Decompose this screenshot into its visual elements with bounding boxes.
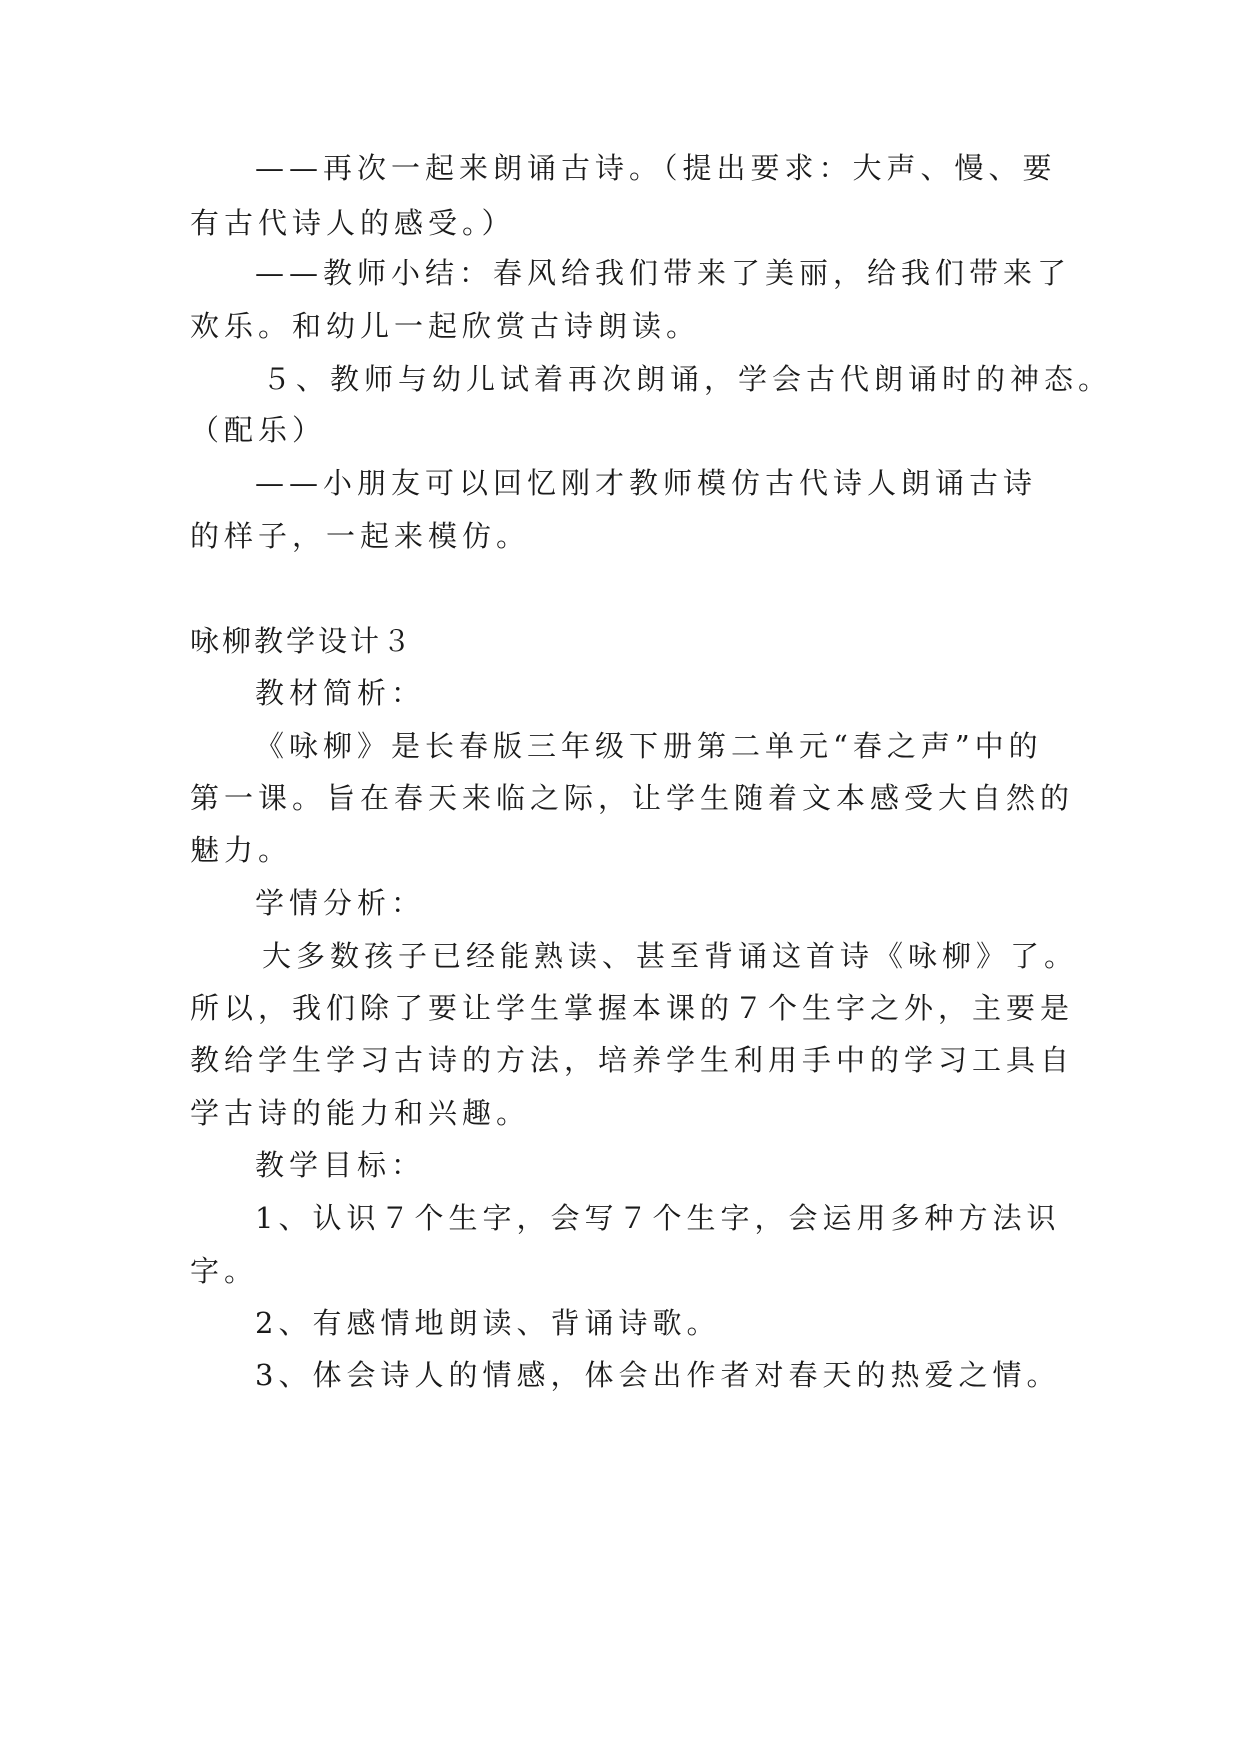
paragraph-line: 大多数孩子已经能熟读、甚至背诵这首诗《咏柳》了。 [262, 939, 1079, 973]
subheading: 学情分析： [255, 886, 426, 920]
paragraph-line: 学古诗的能力和兴趣。 [190, 1096, 531, 1130]
paragraph-line: ——教师小结：春风给我们带来了美丽，给我们带来了 [255, 256, 1072, 290]
paragraph-line: ５、教师与幼儿试着再次朗诵，学会古代朗诵时的神态。 [262, 362, 1113, 396]
subheading: 教学目标： [255, 1148, 426, 1182]
paragraph-line: ——再次一起来朗诵古诗。（提出要求：大声、慢、要 [255, 151, 1057, 185]
list-item: 3、体会诗人的情感，体会出作者对春天的热爱之情。 [255, 1358, 1061, 1392]
paragraph-line: 所以，我们除了要让学生掌握本课的７个生字之外，主要是 [190, 991, 1075, 1025]
paragraph-line: 第一课。旨在春天来临之际，让学生随着文本感受大自然的 [190, 781, 1075, 815]
paragraph-line: （配乐） [190, 413, 327, 447]
subheading: 教材简析： [255, 676, 426, 710]
list-item: 2、有感情地朗读、背诵诗歌。 [255, 1306, 721, 1340]
paragraph-line: ——小朋友可以回忆刚才教师模仿古代诗人朗诵古诗 [255, 466, 1038, 500]
section-heading: 咏柳教学设计３ [190, 624, 415, 658]
paragraph-line: 魅力。 [190, 833, 293, 867]
list-item: 1、认识７个生字，会写７个生字，会运用多种方法识 [255, 1201, 1061, 1235]
list-item-continuation: 字。 [190, 1254, 259, 1288]
paragraph-line: 欢乐。和幼儿一起欣赏古诗朗读。 [190, 309, 701, 343]
paragraph-line: 有古代诗人的感受。） [190, 206, 516, 240]
paragraph-line: 《咏柳》是长春版三年级下册第二单元“春之声”中的 [255, 729, 1043, 763]
paragraph-line: 的样子，一起来模仿。 [190, 519, 531, 553]
paragraph-line: 教给学生学习古诗的方法，培养学生利用手中的学习工具自 [190, 1043, 1075, 1077]
